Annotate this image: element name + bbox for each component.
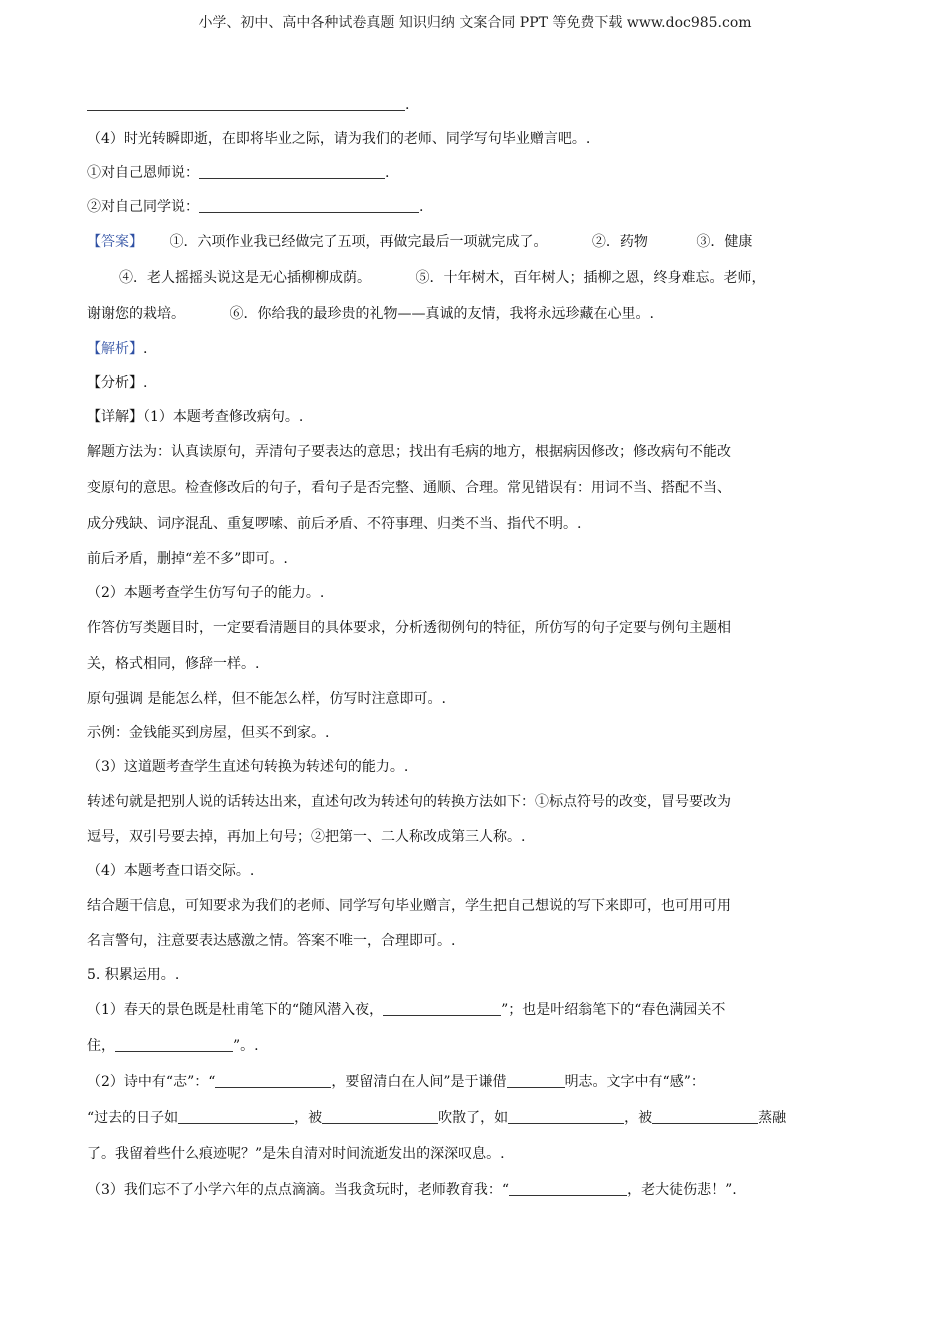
answer-blank	[115, 1037, 233, 1052]
document-body	[87, 88, 863, 1208]
answer-line-2: ④．老人摇摇头说这是无心插柳柳成荫。 ⑤．十年树木，百年树人；插柳之恩，终身难忘。老师，	[119, 270, 766, 286]
q5-s3-line-1: （3）我们忘不了小学六年的点点滴滴。当我贪玩时，老师教育我：“ ，老大徒伤悲！”.	[87, 1182, 737, 1198]
part3-title: （3）这道题考查学生直述句转换为转述句的能力。.	[87, 759, 409, 775]
answer-blank	[322, 1109, 438, 1124]
answer-blank	[652, 1109, 758, 1124]
part2-title: （2）本题考查学生仿写句子的能力。.	[87, 585, 325, 601]
q5-title: 5. 积累运用。.	[87, 967, 180, 983]
answer-blank	[178, 1109, 294, 1124]
answer-line-1: 【答案】 ①．六项作业我已经做完了五项，再做完最后一项就完成了。 ②．药物 ③．健康	[87, 234, 753, 250]
q5-s1-line-1: （1）春天的景色既是杜甫笔下的“随风潜入夜， ”；也是叶绍翁笔下的“春色满园关不	[87, 1002, 726, 1018]
part3-line-1: 转述句就是把别人说的话转达出来，直述句改为转述句的转换方法如下：①标点符号的改变，冒号要改为	[87, 794, 731, 810]
method-line-4: 前后矛盾，删掉“差不多”即可。.	[87, 551, 288, 567]
q5-s2-line-1: （2）诗中有“志”：“ ，要留清白在人间”是于谦借 明志。文字中有“感”：	[87, 1074, 705, 1090]
part2-line-1: 作答仿写类题目时，一定要看清题目的具体要求，分析透彻例句的特征，所仿写的句子定要与例句主题相	[87, 620, 731, 636]
part4-line-2: 名言警句，注意要表达感激之情。答案不唯一，合理即可。.	[87, 933, 456, 949]
answer-line-3: 谢谢您的栽培。 ⑥．你给我的最珍贵的礼物——真诚的友情，我将永远珍藏在心里。.	[87, 306, 654, 322]
q5-s2-line-3: 了。我留着些什么痕迹呢？”是朱自清对时间流逝发出的深深叹息。.	[87, 1146, 505, 1162]
answer-tag: 【答案】	[87, 234, 143, 250]
continuation-blank-line: .	[87, 88, 863, 122]
part2-line-2: 关，格式相同，修辞一样。.	[87, 656, 260, 672]
answer-blank	[87, 96, 405, 111]
answer-blank	[509, 1181, 627, 1196]
page-header: 小学、初中、高中各种试卷真题 知识归纳 文案合同 PPT 等免费下载 www.doc985.com	[198, 15, 752, 31]
answer-blank	[199, 198, 419, 213]
jiexi-label: 【解析】.	[87, 341, 148, 357]
part2-example: 示例：金钱能买到房屋，但买不到家。.	[87, 725, 330, 741]
part4-line-1: 结合题干信息，可知要求为我们的老师、同学写句毕业赠言，学生把自己想说的写下来即可，也可用可用	[87, 898, 731, 914]
part3-line-2: 逗号，双引号要去掉，再加上句号；②把第一、二人称改成第三人称。.	[87, 829, 526, 845]
q4-classmate-line: ②对自己同学说： .	[87, 199, 424, 215]
xiangjie-line: 【详解】（1）本题考查修改病句。.	[87, 409, 304, 425]
fenxi-label: 【分析】.	[87, 375, 148, 391]
method-line-1: 解题方法为：认真读原句，弄清句子要表达的意思；找出有毛病的地方，根据病因修改；修改病句不能改	[87, 444, 731, 460]
answer-blank	[199, 164, 385, 179]
q5-s2-line-2: “过去的日子如 ，被 吹散了，如 ，被 蒸融	[87, 1110, 787, 1126]
answer-blank	[215, 1073, 331, 1088]
q4-teacher-line: ①对自己恩师说： .	[87, 165, 390, 181]
answer-blank	[383, 1001, 501, 1016]
q4-title: （4）时光转瞬即逝，在即将毕业之际，请为我们的老师、同学写句毕业赠言吧。.	[87, 131, 591, 147]
q5-s1-line-2: 住， ”。.	[87, 1038, 259, 1054]
method-line-3: 成分残缺、词序混乱、重复啰嗦、前后矛盾、不符事理、归类不当、指代不明。.	[87, 516, 582, 532]
part4-title: （4）本题考查口语交际。.	[87, 863, 255, 879]
part2-line-3: 原句强调 是能怎么样，但不能怎么样，仿写时注意即可。.	[87, 691, 446, 707]
method-line-2: 变原句的意思。检查修改后的句子，看句子是否完整、通顺、合理。常见错误有：用词不当、搭配不当、	[87, 480, 731, 496]
answer-blank	[508, 1109, 624, 1124]
answer-blank	[507, 1073, 565, 1088]
